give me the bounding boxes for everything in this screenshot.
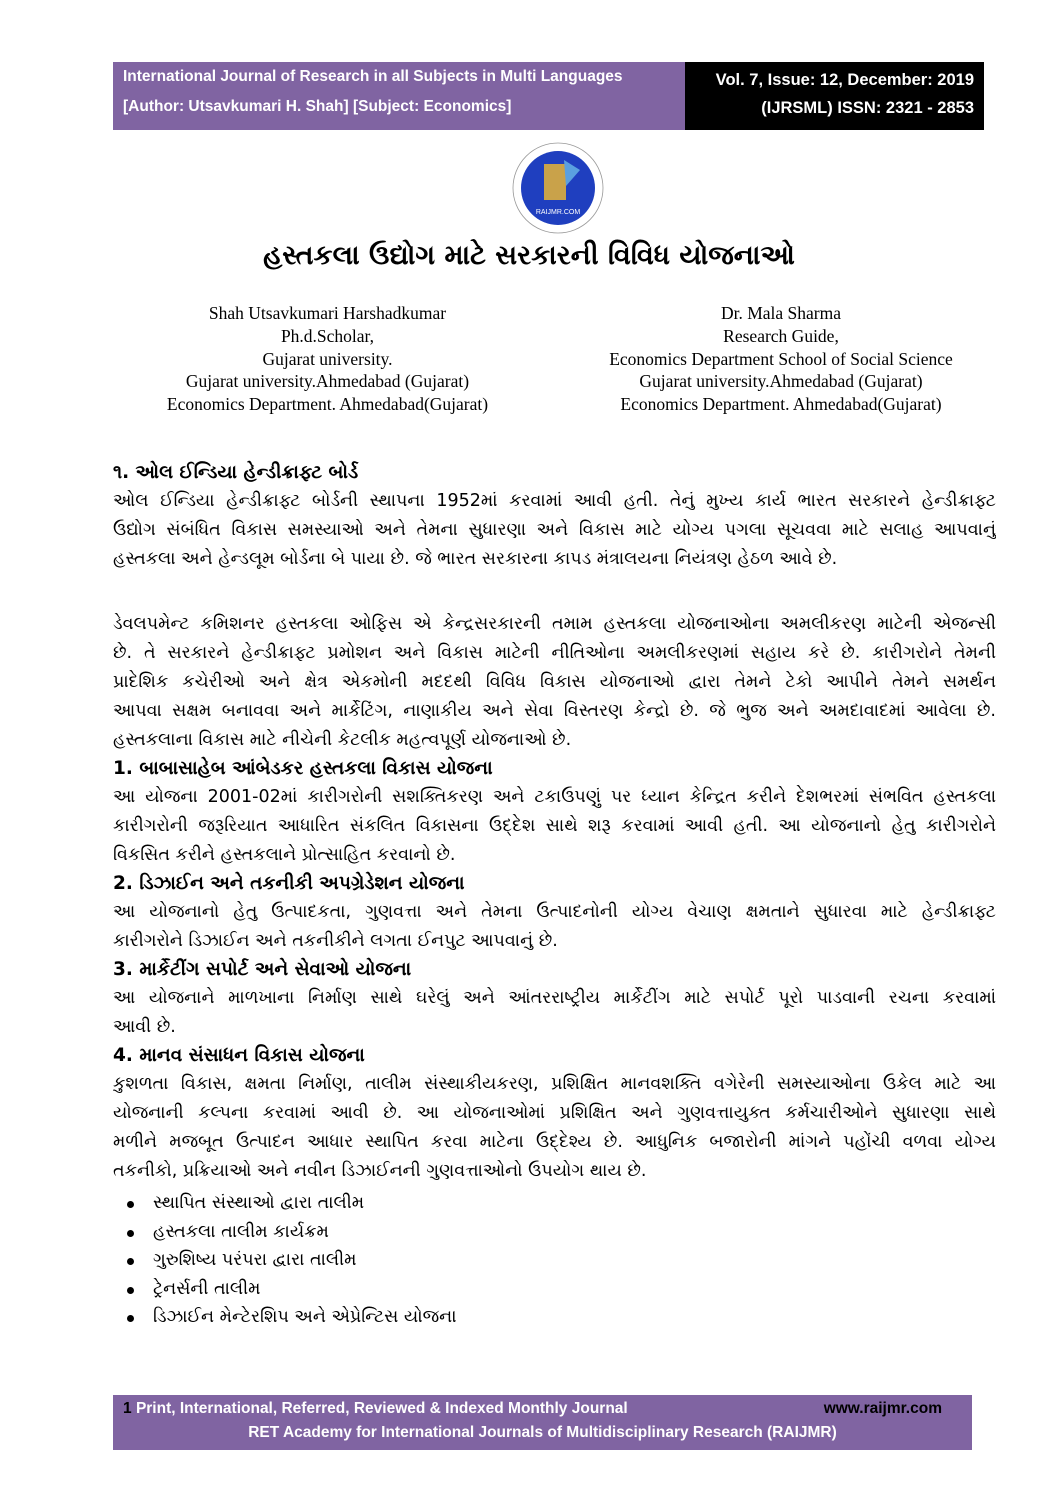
author-line: Economics Department. Ahmedabad(Gujarat) xyxy=(620,394,942,415)
volume-issue: Vol. 7, Issue: 12, December: 2019 xyxy=(715,71,974,89)
paragraph-line: આપવા સક્ષમ બનાવવા અને માર્કેટિંગ, નાણાકીય અને સેવા વિસ્તરણ કેન્દ્રો છે. જે ભુજ અને અમદાવાદમાં આવેલા છે. xyxy=(113,701,996,721)
author-2 xyxy=(565,302,997,416)
footer-tagline-row xyxy=(123,1400,628,1418)
journal-header xyxy=(113,62,685,130)
paragraph-line: આ યોજનાનો હેતુ ઉત્પાદકતા, ગુણવત્તા અને તેમના ઉત્પાદનોની યોગ્ય વેચાણ ક્ષમતાને સુધારવા માટે હેન્ડીક્રાફ્ટ xyxy=(113,902,996,922)
paragraph-line: કુશળતા વિકાસ, ક્ષમતા નિર્માણ, તાલીમ સંસ્થાકીયકરણ, પ્રશિક્ષિત માનવશક્તિ વગેરેની સમસ્યાઓના ઉકેલ માટે આ xyxy=(113,1074,996,1094)
paragraph-line: હસ્તકલા અને હેન્ડલૂમ બોર્ડના બે પાયા છે. જે ભારત સરકારના કાપડ મંત્રાલયના નિયંત્રણ હેઠળ આવે છે. xyxy=(113,549,838,569)
paragraph-line: ડેવલપમેન્ટ કમિશનર હસ્તકલા ઓફિસ એ કેન્દ્રસરકારની તમામ હસ્તકલા યોજનાઓના અમલીકરણ માટેની એજન્સી xyxy=(113,614,996,634)
author-1 xyxy=(130,302,525,416)
paragraph-line: પ્રાદેશિક કચેરીઓ અને ક્ષેત્ર એકમોની મદદથી વિવિધ વિકાસ યોજનાઓ દ્વારા તેમને ટેકો આપીને તેમને સમર્થન xyxy=(113,672,996,692)
author-line: Research Guide, xyxy=(723,325,839,346)
scroll-icon xyxy=(544,164,566,200)
scheme-heading-4: 4. માનવ સંસાધન વિકાસ યોજના xyxy=(113,1045,365,1066)
page-footer xyxy=(113,1395,972,1450)
paragraph-line: તકનીકો, પ્રક્રિયાઓ અને નવીન ડિઝાઈનની ગુણવત્તાઓનો ઉપયોગ થાય છે. xyxy=(113,1161,647,1181)
journal-name: International Journal of Research in all Subjects in Multi Languages xyxy=(123,68,623,85)
list-item: ગુરુશિષ્ય પરંપરા દ્વારા તાલીમ xyxy=(113,1246,996,1275)
footer-website-link[interactable]: www.raijmr.com xyxy=(823,1400,942,1417)
list-item: હસ્તકલા તાલીમ કાર્યક્રમ xyxy=(113,1218,996,1247)
journal-logo xyxy=(506,142,610,234)
issn: (IJRSML) ISSN: 2321 - 2853 xyxy=(761,99,974,117)
author-line: Dr. Mala Sharma xyxy=(720,303,842,323)
paragraph-line: હસ્તકલાના વિકાસ માટે નીચેની કેટલીક મહત્વપૂર્ણ યોજનાઓ છે. xyxy=(113,730,572,750)
section-1 xyxy=(113,459,996,574)
section-heading: ૧. ઓલ ઈન્ડિયા હેન્ડીક્રાફ્ટ બોર્ડ xyxy=(113,462,359,483)
issue-box xyxy=(685,62,984,130)
paragraph-line: કારીગરોની જરૂરિયાત આધારિત સંકલિત વિકાસના ઉદ્દેશ સાથે શરૂ કરવામાં આવી હતી. આ યોજનાનો હેતુ કારીગરોને xyxy=(113,816,996,836)
paragraph-line: મળીને મજબૂત ઉત્પાદન આધાર સ્થાપિત કરવા માટેના ઉદ્દેશ્ય છે. આધુનિક બજારોની માંગને પહોંચી વળવા યોગ્ય xyxy=(113,1132,996,1152)
author-line: Ph.d.Scholar, xyxy=(280,325,375,346)
scheme-heading-1: 1. બાબાસાહેબ આંબેડકર હસ્તકલા વિકાસ યોજના xyxy=(113,758,493,779)
paragraph-line: ઓલ ઈન્ડિયા હેન્ડીક્રાફ્ટ બોર્ડની સ્થાપના 1952માં કરવામાં આવી હતી. તેનું મુખ્ય કાર્ય ભારત સરકારને હેન્ડીક્રાફ્ટ xyxy=(113,491,996,511)
footer-tagline: Print, International, Referred, Reviewed & Indexed Monthly Journal xyxy=(135,1400,628,1417)
logo-text: RAIJMR.COM xyxy=(535,209,581,216)
paragraph-line: વિકસિત કરીને હસ્તકલાને પ્રોત્સાહિત કરવાનો છે. xyxy=(113,845,456,865)
footer-publisher: RET Academy for International Journals of Multidisciplinary Research (RAIJMR) xyxy=(248,1424,837,1441)
paragraph-line: આવી છે. xyxy=(113,1017,176,1037)
author-line: Gujarat university.Ahmedabad (Gujarat) xyxy=(639,371,923,392)
paragraph-line: છે. તે સરકારને હેન્ડીક્રાફ્ટ પ્રમોશન અને વિકાસ માટેની નીતિઓના અમલીકરણમાં સહાય કરે છે. કારીગરોને તેમની xyxy=(113,643,996,663)
author-subject: [Author: Utsavkumari H. Shah] [Subject: Economics] xyxy=(123,98,512,115)
paragraph-line: યોજનાની કલ્પના કરવામાં આવી છે. આ યોજનાઓમાં પ્રશિક્ષિત અને ગુણવત્તાયુક્ત કર્મચારીઓને સુધારણા સાથે xyxy=(113,1103,996,1123)
section-intro xyxy=(113,610,996,1332)
author-line: Economics Department. Ahmedabad(Gujarat) xyxy=(166,394,489,415)
author-line: Shah Utsavkumari Harshadkumar xyxy=(208,303,447,323)
list-item: ટ્રેનર્સની તાલીમ xyxy=(113,1275,996,1304)
author-line: Gujarat university. xyxy=(262,348,393,369)
paragraph-line: કારીગરોને ડિઝાઈન અને તકનીકીને લગતા ઈનપુટ આપવાનું છે. xyxy=(113,931,558,951)
article-title: હસ્તકલા ઉદ્યોગ માટે સરકારની વિવિધ યોજનાઓ xyxy=(263,240,795,271)
author-line: Gujarat university.Ahmedabad (Gujarat) xyxy=(185,371,470,392)
page-number: 1 xyxy=(123,1400,132,1417)
training-list xyxy=(113,1189,996,1332)
author-line: Economics Department School of Social Science xyxy=(609,348,953,369)
paragraph-line: આ યોજના 2001-02માં કારીગરોની સશક્તિકરણ અને ટકાઉપણું પર ધ્યાન કેન્દ્રિત કરીને દેશભરમાં સંભવિત હસ્તકલા xyxy=(113,787,996,807)
scheme-heading-2: 2. ડિઝાઈન અને તકનીકી અપગ્રેડેશન યોજના xyxy=(113,873,465,894)
list-item: ડિઝાઈન મેન્ટેરશિપ અને એપ્રેન્ટિસ યોજના xyxy=(113,1303,996,1332)
scheme-heading-3: 3. માર્કેટીંગ સપોર્ટ અને સેવાઓ યોજના xyxy=(113,959,412,980)
paragraph-line: ઉદ્યોગ સંબંધિત વિકાસ સમસ્યાઓ અને તેમના સુધારણા અને વિકાસ માટે યોગ્ય પગલા સૂચવવા માટે સલાહ આપવાનું xyxy=(113,520,996,540)
paragraph-line: આ યોજનાને માળખાના નિર્માણ સાથે ઘરેલું અને આંતરરાષ્ટ્રીય માર્કેટીંગ માટે સપોર્ટ પૂરો પાડવાની રચના કરવામાં xyxy=(113,988,996,1008)
list-item: સ્થાપિત સંસ્થાઓ દ્વારા તાલીમ xyxy=(113,1189,996,1218)
